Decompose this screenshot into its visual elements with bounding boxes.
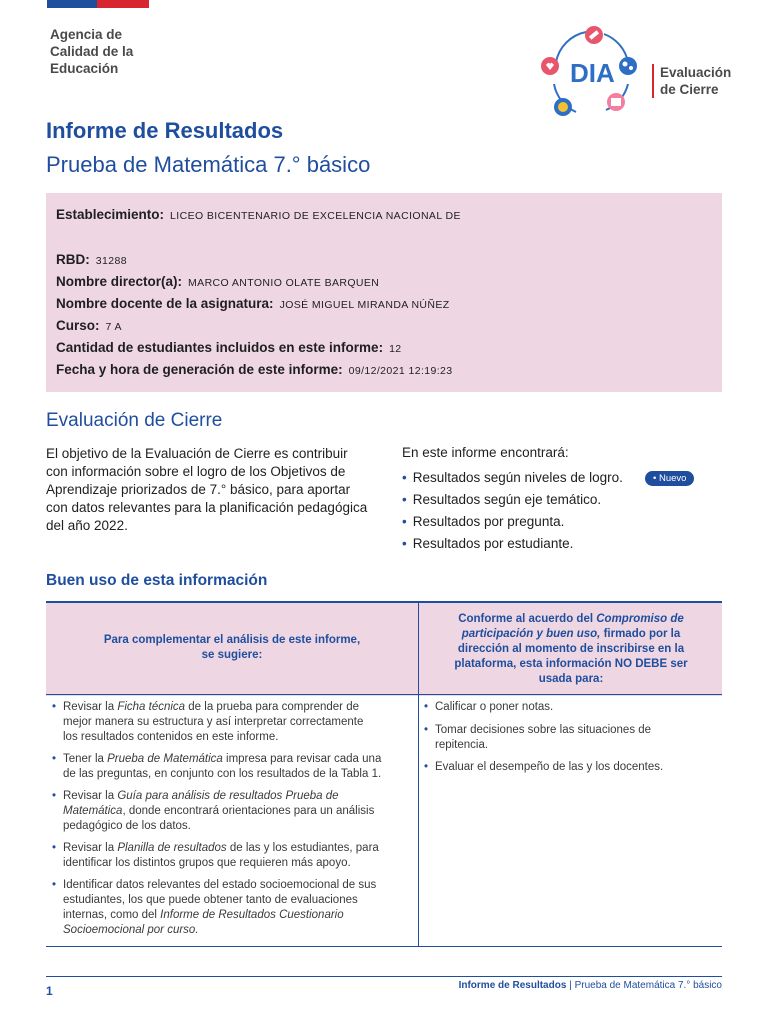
footer-rule <box>46 976 722 977</box>
intro-line: El objetivo de la Evaluación de Cierre es contribuir <box>46 446 348 461</box>
header-text-italic: Compromiso de <box>596 613 684 625</box>
buen-uso-table: Para complementar el análisis de este informe, se sugiere: Conforme al acuerdo del Compromiso de participación y buen uso, firmado por la dirección al momento de inscribirse en la plataforma, esta información NO DEBE ser usada para: • Revisar la Ficha técnica de la prueba para comprender de mejor manera su estructura y así interpretar correctamente los resultados contenidos en este informe. • Tener la Prueba de Matemática impresa para revisar cada una de las preguntas, en conjunto con los resultados de la Tabla 1. • Revisar la Guía para análisis de resultados Prueba de Matemática, donde encontrará orientaciones para un análisis pedagógico de los datos. • Revisar la Planilla de resultados de las y los estudiantes, para identificar los distintos grupos que requieren más apoyo. • Identificar datos relevantes del estado socioemocional de sus estudiantes, los que puede obtener tanto de evaluaciones internas, como del Informe de Resultados Cuestionario Socioemocional por curso. • Calificar o poner notas. • Tomar decisiones sobre las situaciones de repitencia. • Evaluar el desempeño de las y los docentes. <box>46 601 722 947</box>
info-label: Establecimiento: <box>56 207 165 222</box>
table-header-right <box>420 612 722 687</box>
section-title: Evaluación de Cierre <box>46 410 223 431</box>
report-subtitle: Prueba de Matemática 7.° básico <box>46 152 371 177</box>
list-item-text: Resultados según eje temático. <box>412 492 602 507</box>
contents-intro: En este informe encontrará: <box>402 445 569 460</box>
buen-uso-title: Buen uso de esta información <box>46 572 268 589</box>
info-rbd <box>56 252 127 267</box>
agency-line: Calidad de la <box>50 44 134 59</box>
info-label: Nombre director(a): <box>56 274 183 289</box>
table-text: Identificar datos relevantes del estado socioemocional de sus <box>63 879 377 891</box>
list-item-text: Resultados según niveles de logro. <box>412 470 623 485</box>
header-line: usada para: <box>538 673 604 685</box>
table-text: repitencia. <box>435 739 489 751</box>
intro-paragraph <box>46 445 376 535</box>
report-title: Informe de Resultados <box>46 118 284 143</box>
logo-caption <box>652 64 731 98</box>
info-establecimiento <box>56 207 461 222</box>
list-item-text: Resultados por pregunta. <box>412 514 565 529</box>
footer-separator: | <box>569 980 572 991</box>
table-text: internas, como del Informe de Resultados Cuestionario <box>63 909 344 921</box>
header-text: firmado por la <box>600 628 681 640</box>
info-box <box>46 193 722 392</box>
footer-rest: Prueba de Matemática 7.° básico <box>574 980 722 991</box>
intro-line: con datos relevantes para la planificación pedagógica <box>46 500 368 515</box>
info-value: LICEO BICENTENARIO DE EXCELENCIA NACIONAL DE <box>170 210 461 222</box>
info-cantidad <box>56 340 402 355</box>
footer-bold: Informe de Resultados <box>458 980 567 991</box>
page-number: 1 <box>46 984 53 998</box>
table-text: Socioemocional por curso. <box>63 924 199 936</box>
table-header <box>46 601 722 696</box>
table-text: de las preguntas, en conjunto con los resultados de la Tabla 1. <box>63 768 382 780</box>
table-header-left <box>46 633 418 663</box>
list-item: • Resultados según eje temático. <box>402 492 602 507</box>
table-text: Revisar la Guía para análisis de resultados Prueba de <box>63 790 339 802</box>
table-text: pedagógico de los datos. <box>63 820 191 832</box>
info-curso <box>56 318 122 333</box>
info-value: 09/12/2021 12:19:23 <box>348 365 453 377</box>
dia-mark: DIA <box>570 58 615 88</box>
dia-cycle-icon <box>536 22 648 122</box>
table-rule <box>46 946 722 947</box>
header-line: se sugiere: <box>201 649 263 661</box>
info-label: Curso: <box>56 318 100 333</box>
header-text-italic: participación y buen uso, <box>461 628 601 640</box>
list-item: • Resultados por pregunta. <box>402 514 565 529</box>
table-text: Matemática, donde encontrará orientaciones para un análisis <box>63 805 375 817</box>
intro-line: con información sobre el logro de los Objetivos de <box>46 464 346 479</box>
info-label: Nombre docente de la asignatura: <box>56 296 274 311</box>
info-director <box>56 274 379 289</box>
table-text: estudiantes, los que puede obtener tanto de evaluaciones <box>63 894 358 906</box>
info-value: 7 A <box>105 321 122 333</box>
info-label: RBD: <box>56 252 90 267</box>
agency-logo-text <box>50 26 133 77</box>
dia-logo <box>536 22 736 122</box>
header-line <box>420 612 722 627</box>
flag-stripe <box>47 0 149 8</box>
header-line: Para complementar el análisis de este informe, <box>103 634 361 646</box>
table-text: Calificar o poner notas. <box>435 701 554 713</box>
info-docente <box>56 296 450 311</box>
new-badge: • Nuevo <box>645 471 694 486</box>
info-label: Fecha y hora de generación de este informe: <box>56 362 343 377</box>
header-line <box>420 627 722 642</box>
table-text: identificar los distintos grupos que requieren más apoyo. <box>63 857 351 869</box>
table-text: mejor manera su estructura y así interpretar correctamente <box>63 716 364 728</box>
list-item: • Resultados por estudiante. <box>402 536 574 551</box>
info-fecha <box>56 362 453 377</box>
footer-text <box>459 980 722 991</box>
table-text: Revisar la Ficha técnica de la prueba para comprender de <box>63 701 359 713</box>
agency-line: Educación <box>50 61 119 76</box>
table-text: Tomar decisiones sobre las situaciones de <box>435 724 652 736</box>
intro-line: Aprendizaje priorizados de 7.° básico, para aportar <box>46 482 351 497</box>
table-text: Revisar la Planilla de resultados de las y los estudiantes, para <box>63 842 379 854</box>
logo-caption-line: Evaluación <box>660 65 732 80</box>
info-value: 31288 <box>95 255 127 267</box>
table-text: Evaluar el desempeño de las y los docentes. <box>435 761 664 773</box>
list-item: • Resultados según niveles de logro. <box>402 470 623 485</box>
info-value: MARCO ANTONIO OLATE BARQUEN <box>188 277 380 289</box>
table-text: los resultados contenidos en este informe. <box>63 731 279 743</box>
intro-line: del año 2022. <box>46 518 128 533</box>
logo-caption-line: de Cierre <box>660 82 719 97</box>
header-line: dirección al momento de inscribirse en la <box>457 643 685 655</box>
agency-line: Agencia de <box>50 27 123 42</box>
table-text: Tener la Prueba de Matemática impresa para revisar cada una <box>63 753 382 765</box>
header-line: plataforma, esta información NO DEBE ser <box>454 658 688 670</box>
info-value: 12 <box>389 343 402 355</box>
info-value: JOSÉ MIGUEL MIRANDA NÚÑEZ <box>279 299 450 311</box>
table-rule <box>46 694 722 695</box>
info-label: Cantidad de estudiantes incluidos en este informe: <box>56 340 384 355</box>
list-item-text: Resultados por estudiante. <box>412 536 574 551</box>
table-divider <box>418 601 419 947</box>
header-text: Conforme al acuerdo del <box>458 613 597 625</box>
